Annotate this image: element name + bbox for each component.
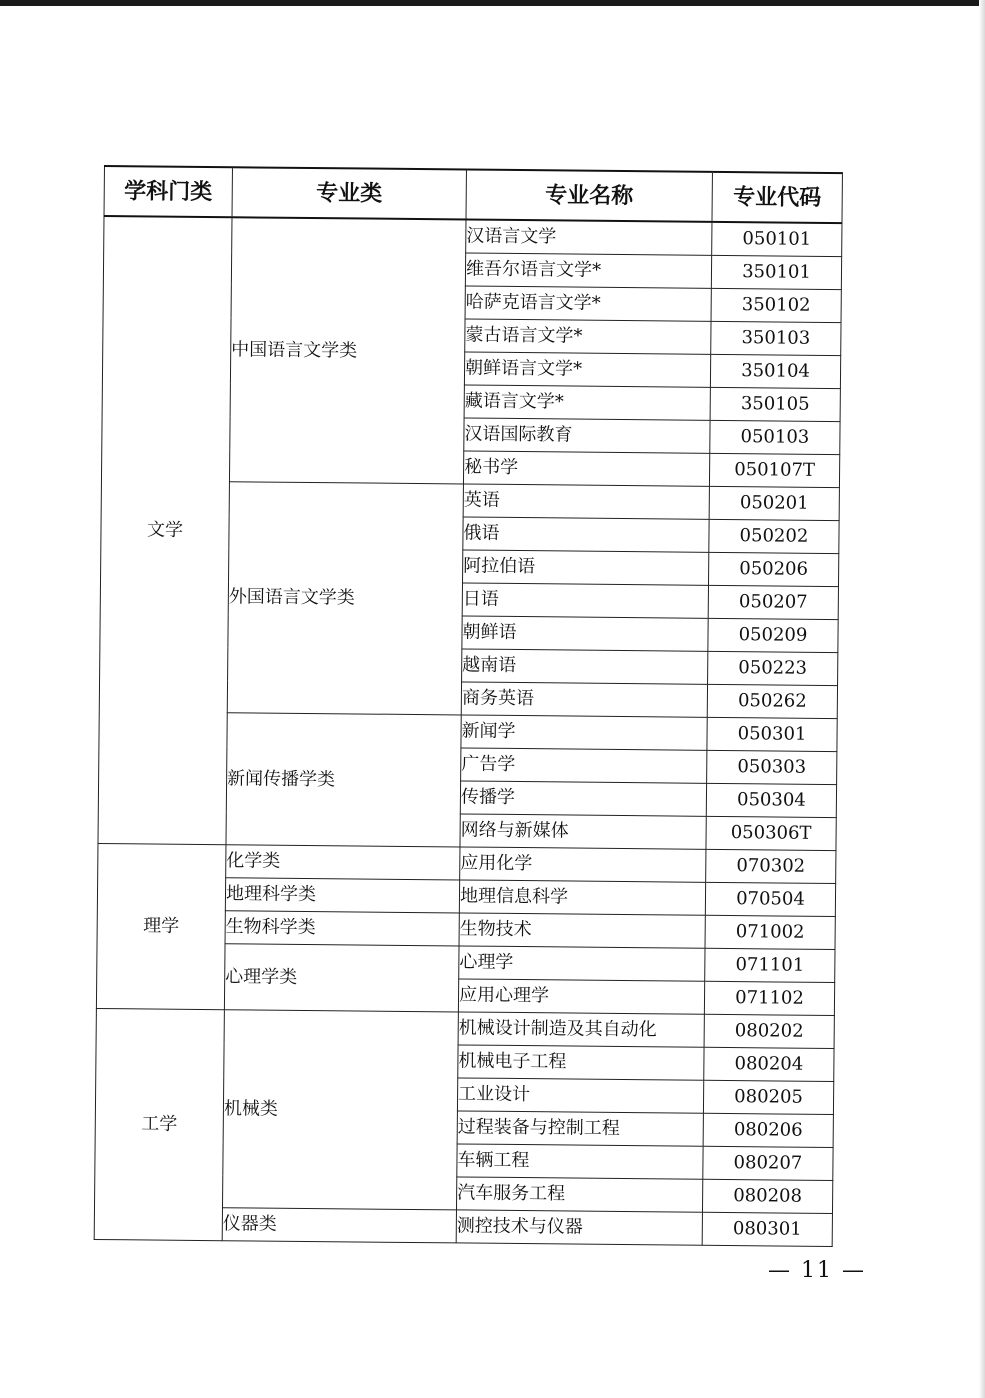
major-code-cell: 050101 [712, 222, 842, 257]
major-name-cell: 英语 [463, 484, 709, 519]
scan-edge-top [0, 0, 985, 6]
major-code-cell: 080205 [703, 1080, 833, 1114]
category-cell: 中国语言文学类 [229, 217, 466, 484]
major-code-cell: 050262 [707, 684, 837, 718]
major-code-cell: 070504 [705, 882, 835, 916]
major-code-cell: 050107T [709, 453, 839, 487]
major-code-cell: 050209 [708, 618, 838, 652]
major-name-cell: 阿拉伯语 [463, 550, 709, 585]
major-code-cell: 050303 [707, 750, 837, 784]
major-code-cell: 070302 [706, 849, 836, 883]
table-header-row [104, 166, 842, 223]
major-name-cell: 汽车服务工程 [456, 1177, 702, 1212]
major-name-cell: 汉语言文学 [466, 219, 712, 255]
category-cell: 心理学类 [224, 944, 459, 1012]
major-code-cell: 050202 [709, 519, 839, 553]
major-name-cell: 俄语 [463, 517, 709, 552]
major-code-cell: 350102 [711, 288, 841, 322]
major-code-cell: 050223 [708, 651, 838, 685]
major-code-cell: 050301 [707, 717, 837, 751]
category-cell: 化学类 [226, 845, 460, 880]
major-code-cell: 071101 [705, 948, 835, 982]
major-name-cell: 心理学 [459, 946, 705, 981]
major-name-cell: 越南语 [462, 649, 708, 684]
major-name-cell: 维吾尔语言文学* [465, 253, 711, 288]
major-code-cell: 050306T [706, 816, 836, 850]
major-code-cell: 350104 [710, 354, 840, 388]
table-body [94, 216, 842, 1247]
major-name-cell: 生物技术 [459, 913, 705, 948]
major-name-cell: 传播学 [460, 781, 706, 816]
major-name-cell: 商务英语 [461, 682, 707, 717]
major-code-cell: 050206 [708, 552, 838, 586]
discipline-cell: 文学 [98, 216, 232, 845]
category-cell: 外国语言文学类 [227, 482, 463, 715]
major-name-cell: 地理信息科学 [459, 880, 705, 915]
category-cell: 新闻传播学类 [226, 713, 461, 847]
major-name-cell: 日语 [462, 583, 708, 618]
major-code-cell: 080206 [703, 1113, 833, 1147]
major-name-cell: 机械设计制造及其自动化 [458, 1012, 704, 1047]
major-name-cell: 朝鲜语 [462, 616, 708, 651]
discipline-cell: 工学 [94, 1008, 224, 1240]
major-name-cell: 新闻学 [461, 715, 707, 750]
major-name-cell: 蒙古语言文学* [465, 319, 711, 354]
major-name-cell: 汉语国际教育 [464, 418, 710, 453]
category-cell: 仪器类 [222, 1208, 456, 1243]
header-major-name: 专业名称 [466, 169, 712, 221]
major-code-cell: 050207 [708, 585, 838, 619]
table-row [98, 843, 836, 883]
major-name-cell: 工业设计 [457, 1078, 703, 1113]
header-major-code: 专业代码 [712, 172, 842, 223]
major-name-cell: 测控技术与仪器 [456, 1210, 702, 1245]
major-code-cell: 080208 [702, 1179, 832, 1213]
major-code-cell: 050304 [706, 783, 836, 817]
discipline-cell: 理学 [96, 843, 226, 1009]
major-code-cell: 080202 [704, 1014, 834, 1048]
header-category: 专业类 [232, 167, 466, 219]
major-code-cell: 080204 [704, 1047, 834, 1081]
major-name-cell: 哈萨克语言文学* [465, 286, 711, 321]
major-code-cell: 350103 [711, 321, 841, 355]
major-name-cell: 秘书学 [463, 451, 709, 486]
category-cell: 地理科学类 [225, 878, 459, 913]
major-code-cell: 071102 [704, 981, 834, 1015]
major-code-cell: 071002 [705, 915, 835, 949]
major-code-cell: 350101 [711, 255, 841, 289]
major-code-cell: 050103 [710, 420, 840, 454]
page-number: — 11 — [768, 1258, 866, 1283]
category-cell: 机械类 [222, 1010, 458, 1210]
major-name-cell: 网络与新媒体 [460, 814, 706, 849]
major-code-cell: 080301 [702, 1212, 832, 1246]
table-row [96, 1008, 834, 1048]
table-row [104, 216, 842, 257]
major-name-cell: 藏语言文学* [464, 385, 710, 420]
header-discipline: 学科门类 [104, 166, 232, 217]
category-cell: 生物科学类 [225, 911, 459, 946]
major-name-cell: 车辆工程 [457, 1144, 703, 1179]
major-code-cell: 350105 [710, 387, 840, 421]
major-name-cell: 机械电子工程 [458, 1045, 704, 1080]
major-code-cell: 080207 [703, 1146, 833, 1180]
major-name-cell: 广告学 [461, 748, 707, 783]
majors-table [94, 165, 843, 1247]
major-name-cell: 应用心理学 [458, 979, 704, 1014]
major-name-cell: 应用化学 [460, 847, 706, 882]
major-name-cell: 朝鲜语言文学* [464, 352, 710, 387]
scan-edge-right [979, 0, 985, 1398]
major-code-cell: 050201 [709, 486, 839, 520]
major-name-cell: 过程装备与控制工程 [457, 1111, 703, 1146]
